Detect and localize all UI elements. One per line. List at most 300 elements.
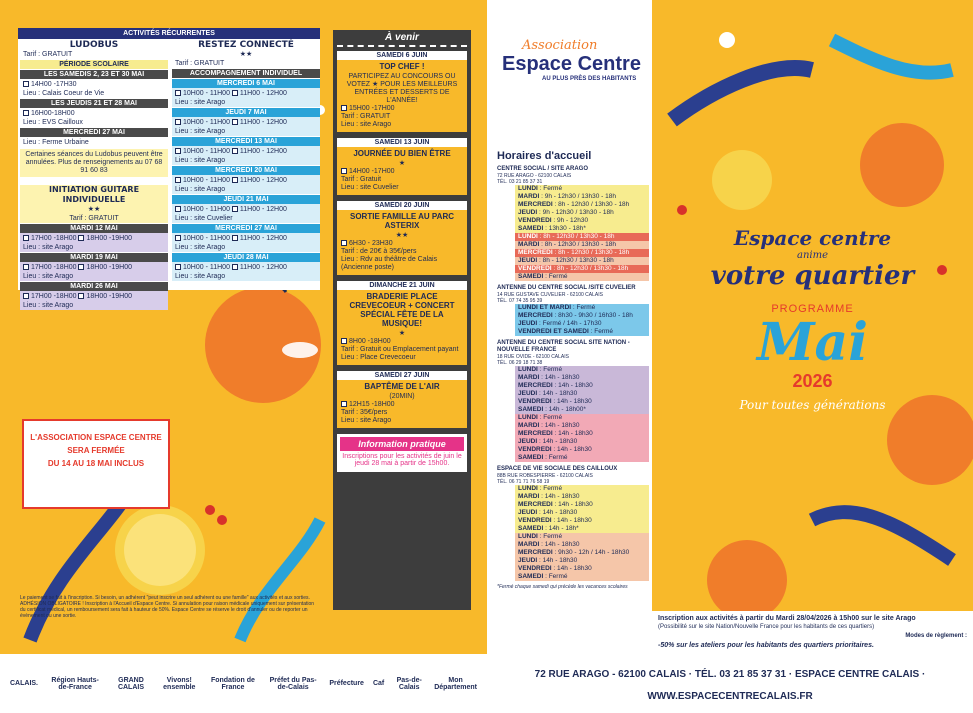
hours-row	[515, 312, 649, 320]
slot-checkbox[interactable]	[232, 148, 238, 154]
connecte-stars: ★★	[239, 51, 253, 58]
hours-row	[515, 328, 649, 336]
event-subtitle: ★	[398, 330, 406, 337]
berry	[677, 205, 687, 215]
slot-time: 10H00 - 11H00	[183, 148, 232, 155]
ludobus-tarif: Tarif : GRATUIT	[23, 51, 73, 58]
hours-sep: :	[552, 312, 559, 319]
hours-day: SAMEDI	[518, 273, 544, 280]
hours-row	[515, 525, 649, 533]
hours-sep: :	[552, 501, 559, 508]
hours-time: 14h - 18h30	[544, 374, 580, 381]
event-tarif: Tarif : 35€/pers	[341, 409, 388, 416]
orange-highlight	[282, 342, 318, 358]
hours-footnote: *Fermé chaque samedi qui précède les vacances scolaires	[497, 584, 628, 590]
hours-row	[515, 249, 649, 257]
event-card	[337, 201, 467, 275]
event-time	[337, 168, 467, 176]
hours-time: 14h - 18h30	[544, 493, 580, 500]
hours-row	[515, 565, 649, 573]
connecte-accomp: ACCOMPAGNEMENT INDIVIDUEL	[172, 69, 320, 78]
slot-checkbox[interactable]	[175, 148, 181, 154]
session-date: JEUDI 7 MAI	[172, 108, 320, 117]
connecte-title: RESTEZ CONNECTÉ	[198, 40, 294, 50]
hours-time: Fermé	[543, 533, 563, 540]
event-lieu: Lieu : Rdv au théâtre de Calais (Ancienne poste)	[341, 256, 438, 271]
hours-row	[515, 422, 649, 430]
flower	[719, 32, 735, 48]
inscription-info	[652, 611, 973, 655]
hours-time: Fermé / 14h - 17h30	[542, 320, 602, 327]
connecte-sessions	[172, 79, 320, 281]
hours-sep: :	[543, 573, 549, 580]
guitare-block	[20, 185, 168, 223]
hours-day: SAMEDI	[518, 454, 544, 461]
hours-day: LUNDI	[518, 485, 538, 492]
hours-time: 8h - 12h30 / 13h30 - 18h	[542, 257, 614, 264]
slot-checkbox[interactable]	[78, 293, 84, 299]
hours-sep: :	[537, 209, 543, 216]
hours-sep: :	[539, 374, 545, 381]
hours-time: 9h - 12h30	[557, 217, 589, 224]
ludobus-samedi-slot	[20, 80, 168, 89]
hours-day: LUNDI	[518, 533, 538, 540]
lemon-inner	[124, 514, 196, 586]
info-box	[337, 434, 467, 472]
inscription-line-1: Inscription aux activités à partir du Mardi 28/04/2026 à 15h00 sur le site Arago	[658, 615, 916, 622]
event-time-text: 6H30 - 23H30	[349, 240, 393, 247]
site-name: ESPACE DE VIE SOCIALE DES CAILLOUX	[497, 466, 618, 472]
hours-time: 9h - 12h30 / 13h30 - 18h	[544, 193, 616, 200]
hours-time: Fermé	[543, 485, 563, 492]
event-time	[337, 401, 467, 409]
hours-day: VENDREDI	[518, 398, 552, 405]
upcoming-header: À venir	[337, 30, 467, 47]
hours-day: JEUDI	[518, 320, 538, 327]
partner-logo: Fondation de France	[210, 676, 255, 691]
connecte-session	[172, 224, 320, 252]
site-phone: TÉL. 06 71 71 76 58 19	[497, 479, 550, 485]
site-name: ANTENNE DU CENTRE SOCIAL SITE NATION - NOUVELLE FRANCE	[497, 340, 630, 353]
event-time-text: 14H00 -17H00	[349, 168, 395, 175]
slot-row	[172, 205, 320, 214]
slot-time: 10H00 - 11H00	[183, 206, 232, 213]
slot-checkbox[interactable]	[175, 264, 181, 270]
site-phone: TÉL. 07 74 35 95 39	[497, 298, 543, 304]
hours-row	[515, 257, 649, 265]
hours-sep: :	[537, 366, 544, 373]
slot-checkbox[interactable]	[175, 206, 181, 212]
hours-row	[515, 320, 649, 328]
hours-row	[515, 382, 649, 390]
site-phone: TÉL. 06 29 18 71 38	[497, 360, 543, 366]
event-lieu: Lieu : Place Crevecoeur	[341, 354, 416, 361]
hours-day: MARDI	[518, 493, 540, 500]
hours-row	[515, 549, 649, 557]
slot-checkbox[interactable]	[232, 264, 238, 270]
hours-sep: :	[539, 493, 545, 500]
hours-day: MERCREDI	[518, 249, 553, 256]
session-lieu: Lieu : site Arago	[23, 244, 74, 251]
hours-row	[515, 485, 649, 493]
cover-line-3: votre quartier	[710, 261, 915, 291]
hours-time: Fermé	[548, 573, 568, 580]
connecte-session	[172, 253, 320, 281]
slot-time: 11H00 - 12H00	[239, 90, 287, 97]
hours-row	[515, 209, 649, 217]
session-lieu: Lieu : site Arago	[23, 273, 74, 280]
hours-row	[515, 438, 649, 446]
hours-sep: :	[539, 241, 545, 248]
closure-line-3: DU 14 AU 18 MAI INCLUS	[47, 459, 145, 468]
hours-time: 8h - 12h30 / 13h30 - 18h	[543, 233, 615, 240]
orange-fruit	[860, 123, 944, 207]
event-subtitle: ★★	[395, 232, 409, 239]
slot-time: 18H00 -19H00	[86, 264, 133, 271]
partner-logo: Mon Département	[434, 676, 477, 691]
hours-sep: :	[539, 422, 545, 429]
slot-time: 11H00 - 12H00	[239, 206, 287, 213]
connecte-tarif: Tarif : GRATUIT	[175, 60, 225, 67]
hours-time: 14h - 18h30	[557, 565, 592, 572]
ludobus-jeudi-slot	[20, 109, 168, 118]
hours-sep: :	[551, 517, 558, 524]
slot-time: 18H00 -19H00	[86, 235, 133, 242]
hours-day: SAMEDI	[518, 406, 544, 413]
hours-site	[497, 340, 649, 462]
hours-day: VENDREDI	[518, 265, 552, 272]
connecte-session	[172, 108, 320, 136]
slot-checkbox[interactable]	[232, 90, 238, 96]
hours-time: Fermé	[543, 366, 563, 373]
generations: Pour toutes générations	[739, 398, 886, 412]
hours-site	[497, 466, 649, 581]
slot-checkbox[interactable]	[23, 81, 29, 87]
year: 2026	[792, 371, 833, 391]
slot-checkbox[interactable]	[175, 119, 181, 125]
slot-checkbox[interactable]	[175, 235, 181, 241]
hours-time: 14h - 18h30	[542, 509, 578, 516]
session-lieu: Lieu : site Cuvelier	[175, 215, 233, 222]
brand-tagline: AU PLUS PRÈS DES HABITANTS	[542, 76, 637, 82]
session-lieu: Lieu : site Arago	[175, 128, 226, 135]
info-heading: Information pratique	[340, 437, 464, 451]
info-text: Inscriptions pour les activités de juin le jeudi 28 mai à partir de 15h00.	[342, 453, 462, 467]
event-time-text: 12H15 -18H00	[349, 401, 395, 408]
inscription-line-3: -50% sur les ateliers pour les habitants des quartiers prioritaires.	[658, 642, 874, 649]
event-tarif: Tarif : Gratuit ou Emplacement payant	[341, 346, 459, 353]
ludobus-periode: PÉRIODE SCOLAIRE	[20, 60, 168, 69]
hours-sep: :	[543, 406, 549, 413]
hours-row	[515, 374, 649, 382]
hours-time: Fermé	[543, 414, 563, 421]
hours-sep: :	[551, 446, 558, 453]
hours-day: JEUDI	[518, 438, 538, 445]
orange-fruit	[707, 540, 787, 611]
event-tarif: Tarif : de 20€ à 35€/pers	[341, 248, 417, 255]
ludobus-jeudi-lieu: Lieu : EVS Cailloux	[23, 119, 83, 126]
contact-bar: 72 RUE ARAGO - 62100 CALAIS · TÉL. 03 21 85 37 31 · ESPACE CENTRE CALAIS · WWW.ESPACECENTRECALAIS.FR	[534, 669, 926, 702]
programme-label: PROGRAMME	[771, 303, 854, 315]
hours-day: SAMEDI	[518, 225, 544, 232]
event-lieu: Lieu : site Arago	[341, 121, 392, 128]
slot-checkbox[interactable]	[232, 206, 238, 212]
event-subtitle: ★	[398, 160, 406, 167]
hours-sep: :	[537, 414, 544, 421]
hours-time: 8h - 12h30 / 13h30 - 18h	[558, 201, 630, 208]
event-date: SAMEDI 6 JUIN	[337, 51, 467, 60]
ludobus-mercredi-lieu: Lieu : Ferme Urbaine	[23, 139, 89, 146]
hours-time: 9h - 12h30 / 13h30 - 18h	[542, 209, 614, 216]
hours-row	[515, 185, 649, 193]
hours-sep: :	[539, 193, 545, 200]
event-title: BRADERIE PLACE CREVECOEUR + CONCERT SPÉCIAL FÊTE DE LA MUSIQUE!	[349, 292, 455, 328]
hours-sep: :	[537, 557, 543, 564]
closure-notice	[22, 419, 170, 509]
hours-sep: :	[539, 541, 545, 548]
hours-day: SAMEDI	[518, 525, 544, 532]
hours-time: 14h - 18h00*	[548, 406, 586, 413]
hours-row	[515, 265, 649, 273]
hours-time: Fermé	[543, 185, 563, 192]
hours-sep: :	[537, 320, 543, 327]
closure-line-1: L'ASSOCIATION ESPACE CENTRE	[30, 433, 162, 442]
hours-time: 9h30 - 12h / 14h - 18h30	[558, 549, 630, 556]
hours-sep: :	[543, 525, 549, 532]
event-title: JOURNÉE DU BIEN ÊTRE	[353, 149, 451, 158]
hours-day: JEUDI	[518, 209, 538, 216]
session-date: MARDI 12 MAI	[20, 224, 168, 233]
event-date: DIMANCHE 21 JUIN	[337, 281, 467, 290]
slot-checkbox[interactable]	[232, 235, 238, 241]
event-lieu: Lieu : site Arago	[341, 417, 392, 424]
slot-checkbox[interactable]	[232, 177, 238, 183]
site-address: 72 RUE ARAGO - 62100 CALAIS	[497, 173, 572, 179]
hours-row	[515, 541, 649, 549]
session-date: MARDI 19 MAI	[20, 253, 168, 262]
hours-row	[515, 517, 649, 525]
slot-checkbox[interactable]	[23, 235, 29, 241]
event-tarif: Tarif : GRATUIT	[341, 113, 391, 120]
partner-logo: Vivons! ensemble	[163, 676, 196, 691]
hours-day: JEUDI	[518, 390, 538, 397]
hours-day: MERCREDI	[518, 382, 553, 389]
session-date: MERCREDI 13 MAI	[172, 137, 320, 146]
ludobus-samedis: LES SAMEDIS 2, 23 ET 30 MAI	[20, 70, 168, 79]
site-name: CENTRE SOCIAL / SITE ARAGO	[497, 166, 589, 172]
hours-time: 14h - 18h30	[557, 517, 592, 524]
session-date: MARDI 26 MAI	[20, 282, 168, 291]
partner-logo: Préfecture	[329, 680, 364, 687]
slot-time: 10H00 - 11H00	[183, 264, 232, 271]
partner-logo: Région Hauts-de-France	[51, 676, 99, 691]
cover-line-1: Espace centre	[733, 226, 892, 250]
hours-sep: :	[537, 438, 543, 445]
site-phone: TÉL. 03 21 85 37 31	[497, 179, 543, 185]
event-checkbox[interactable]	[341, 338, 347, 344]
recurring-activities-panel	[18, 28, 320, 309]
hours-sep: :	[537, 485, 544, 492]
slot-time: 17H00 -18H00	[31, 264, 79, 271]
event-card	[337, 138, 467, 195]
slot-time: 11H00 - 12H00	[239, 148, 287, 155]
ludobus-jeudis: LES JEUDIS 21 ET 28 MAI	[20, 99, 168, 108]
hours-sep: :	[588, 328, 595, 335]
partner-logos	[0, 654, 487, 713]
slot-checkbox[interactable]	[23, 293, 29, 299]
connecte-session	[172, 166, 320, 194]
hours-site	[497, 285, 649, 336]
session-date: MERCREDI 20 MAI	[172, 166, 320, 175]
brand-name: Espace Centre	[502, 53, 641, 75]
hours-time: 14h - 18h30	[557, 398, 592, 405]
hours-day: MARDI	[518, 422, 540, 429]
hours-sep: :	[543, 273, 549, 280]
connecte-session	[172, 195, 320, 223]
hours-row	[515, 557, 649, 565]
hours-day: MERCREDI	[518, 430, 553, 437]
connecte-session	[172, 137, 320, 165]
guitare-title: INITIATION GUITARE INDIVIDUELLE	[48, 185, 140, 204]
hours-day: MERCREDI	[518, 549, 553, 556]
hours-row	[515, 573, 649, 581]
hours-sep: :	[551, 565, 558, 572]
hours-row	[515, 241, 649, 249]
slot-checkbox[interactable]	[23, 264, 29, 270]
brand-logo	[502, 38, 652, 82]
hours-row	[515, 533, 649, 541]
cover-panel	[652, 0, 973, 611]
hours-sites	[497, 166, 649, 581]
upcoming-events	[337, 51, 467, 428]
ludobus-mercredi: MERCREDI 27 MAI	[20, 128, 168, 137]
hours-day: LUNDI ET MARDI	[518, 304, 572, 311]
slot-checkbox[interactable]	[78, 264, 84, 270]
hours-day: SAMEDI	[518, 573, 544, 580]
event-checkbox[interactable]	[341, 401, 347, 407]
event-time	[337, 240, 467, 248]
hours-sep: :	[543, 454, 549, 461]
ludobus-note: Certaines séances du Ludobus peuvent être annulées. Plus de renseignements au 07 68 91 60 83	[20, 149, 168, 177]
slot-time: 11H00 - 12H00	[239, 177, 287, 184]
hours-time: 8h30 - 9h30 / 16h30 - 18h	[558, 312, 633, 319]
slot-time: 16H00-18H00	[31, 110, 75, 117]
hours-day: LUNDI	[518, 185, 538, 192]
hours-time: 14h - 18h30	[558, 382, 593, 389]
leaf	[240, 520, 320, 640]
hours-row	[515, 304, 649, 312]
hours-day: LUNDI	[518, 366, 538, 373]
slot-row	[172, 89, 320, 98]
event-subtitle: (20MIN)	[389, 393, 415, 400]
hours-row	[515, 233, 649, 241]
slot-checkbox[interactable]	[23, 110, 29, 116]
slot-checkbox[interactable]	[175, 177, 181, 183]
slot-row	[172, 234, 320, 243]
opening-hours	[497, 150, 649, 590]
hours-day: JEUDI	[518, 257, 538, 264]
hours-time: 14h - 18h30	[558, 430, 593, 437]
hours-row	[515, 398, 649, 406]
session-date: JEUDI 21 MAI	[172, 195, 320, 204]
hours-day: JEUDI	[518, 509, 538, 516]
hours-day: VENDREDI	[518, 565, 552, 572]
event-card	[337, 281, 467, 365]
slot-row	[20, 263, 168, 272]
hours-day: MERCREDI	[518, 501, 553, 508]
slot-checkbox[interactable]	[175, 90, 181, 96]
event-checkbox[interactable]	[341, 240, 347, 246]
upcoming-panel	[333, 30, 471, 610]
hours-day: MERCREDI	[518, 201, 553, 208]
session-lieu: Lieu : site Arago	[175, 157, 226, 164]
month: Mai	[756, 312, 868, 373]
payment-text: Le paiement se fait à l'inscription. Si besoin, un adhérent "peut inscrire un seul adhérent ou une famille" aux activités et aux sorties. ADHÉSION OBLIGATOIRE ! Inscription à l'Accueil d'Espace Centre. Si annulation pour raison médicale uniquement sur présentation du certificat médical, un remboursement sera fait à hauteur de 50%. Espace Centre se réserve le droit d'annuler ou de reporter un évènement ou une sortie.	[20, 595, 315, 619]
ludobus-samedi-lieu: Lieu : Calais Coeur de Vie	[23, 90, 105, 97]
session-date: MERCREDI 6 MAI	[172, 79, 320, 88]
site-address: 88B RUE ROBESPIERRE - 62100 CALAIS	[497, 473, 593, 479]
connecte-session	[172, 79, 320, 107]
hours-sep: :	[543, 225, 549, 232]
guitare-stars: ★★	[87, 206, 101, 213]
partner-logo: CALAIS.	[10, 680, 38, 687]
hours-row	[515, 414, 649, 422]
slot-checkbox[interactable]	[78, 235, 84, 241]
hours-sep: :	[537, 390, 543, 397]
leaf	[832, 40, 952, 73]
hours-time: 8h - 12h30 / 13h30 - 18h	[557, 265, 629, 272]
berry	[217, 515, 227, 525]
recurring-header: ACTIVITÉS RÉCURRENTES	[18, 28, 320, 39]
ludobus-column	[20, 40, 168, 310]
site-address: 14 RUE GUSTAVE CUVELIER - 62100 CALAIS	[497, 292, 603, 298]
slot-checkbox[interactable]	[232, 119, 238, 125]
hours-row	[515, 201, 649, 209]
hours-time: Fermé	[548, 273, 568, 280]
hours-row	[515, 501, 649, 509]
event-time-text: 15H00 -17H00	[349, 105, 395, 112]
hours-row	[515, 217, 649, 225]
leaf	[672, 68, 812, 120]
lemon-slice	[712, 150, 772, 210]
left-page	[0, 0, 487, 654]
guitare-session	[20, 253, 168, 281]
hours-day: MERCREDI	[518, 312, 553, 319]
hours-sep: :	[552, 201, 559, 208]
hours-time: 14h - 18h30	[542, 390, 578, 397]
hours-time: 14h - 18h30	[544, 422, 580, 429]
event-lieu: Lieu : site Cuvelier	[341, 184, 399, 191]
hours-row	[515, 446, 649, 454]
hours-row	[515, 509, 649, 517]
slot-time: 11H00 - 12H00	[239, 119, 287, 126]
slot-time: 17H00 -18H00	[31, 293, 79, 300]
slot-row	[20, 292, 168, 301]
hours-row	[515, 390, 649, 398]
hours-time: Fermé	[548, 454, 568, 461]
session-lieu: Lieu : site Arago	[175, 244, 226, 251]
event-checkbox[interactable]	[341, 105, 347, 111]
hours-row	[515, 430, 649, 438]
slot-row	[172, 176, 320, 185]
hours-site	[497, 166, 649, 281]
hours-row	[515, 406, 649, 414]
event-checkbox[interactable]	[341, 168, 347, 174]
session-date: MERCREDI 27 MAI	[172, 224, 320, 233]
guitare-session	[20, 224, 168, 252]
event-tarif: Tarif : Gratuit	[341, 176, 382, 183]
hours-sep: :	[537, 233, 544, 240]
